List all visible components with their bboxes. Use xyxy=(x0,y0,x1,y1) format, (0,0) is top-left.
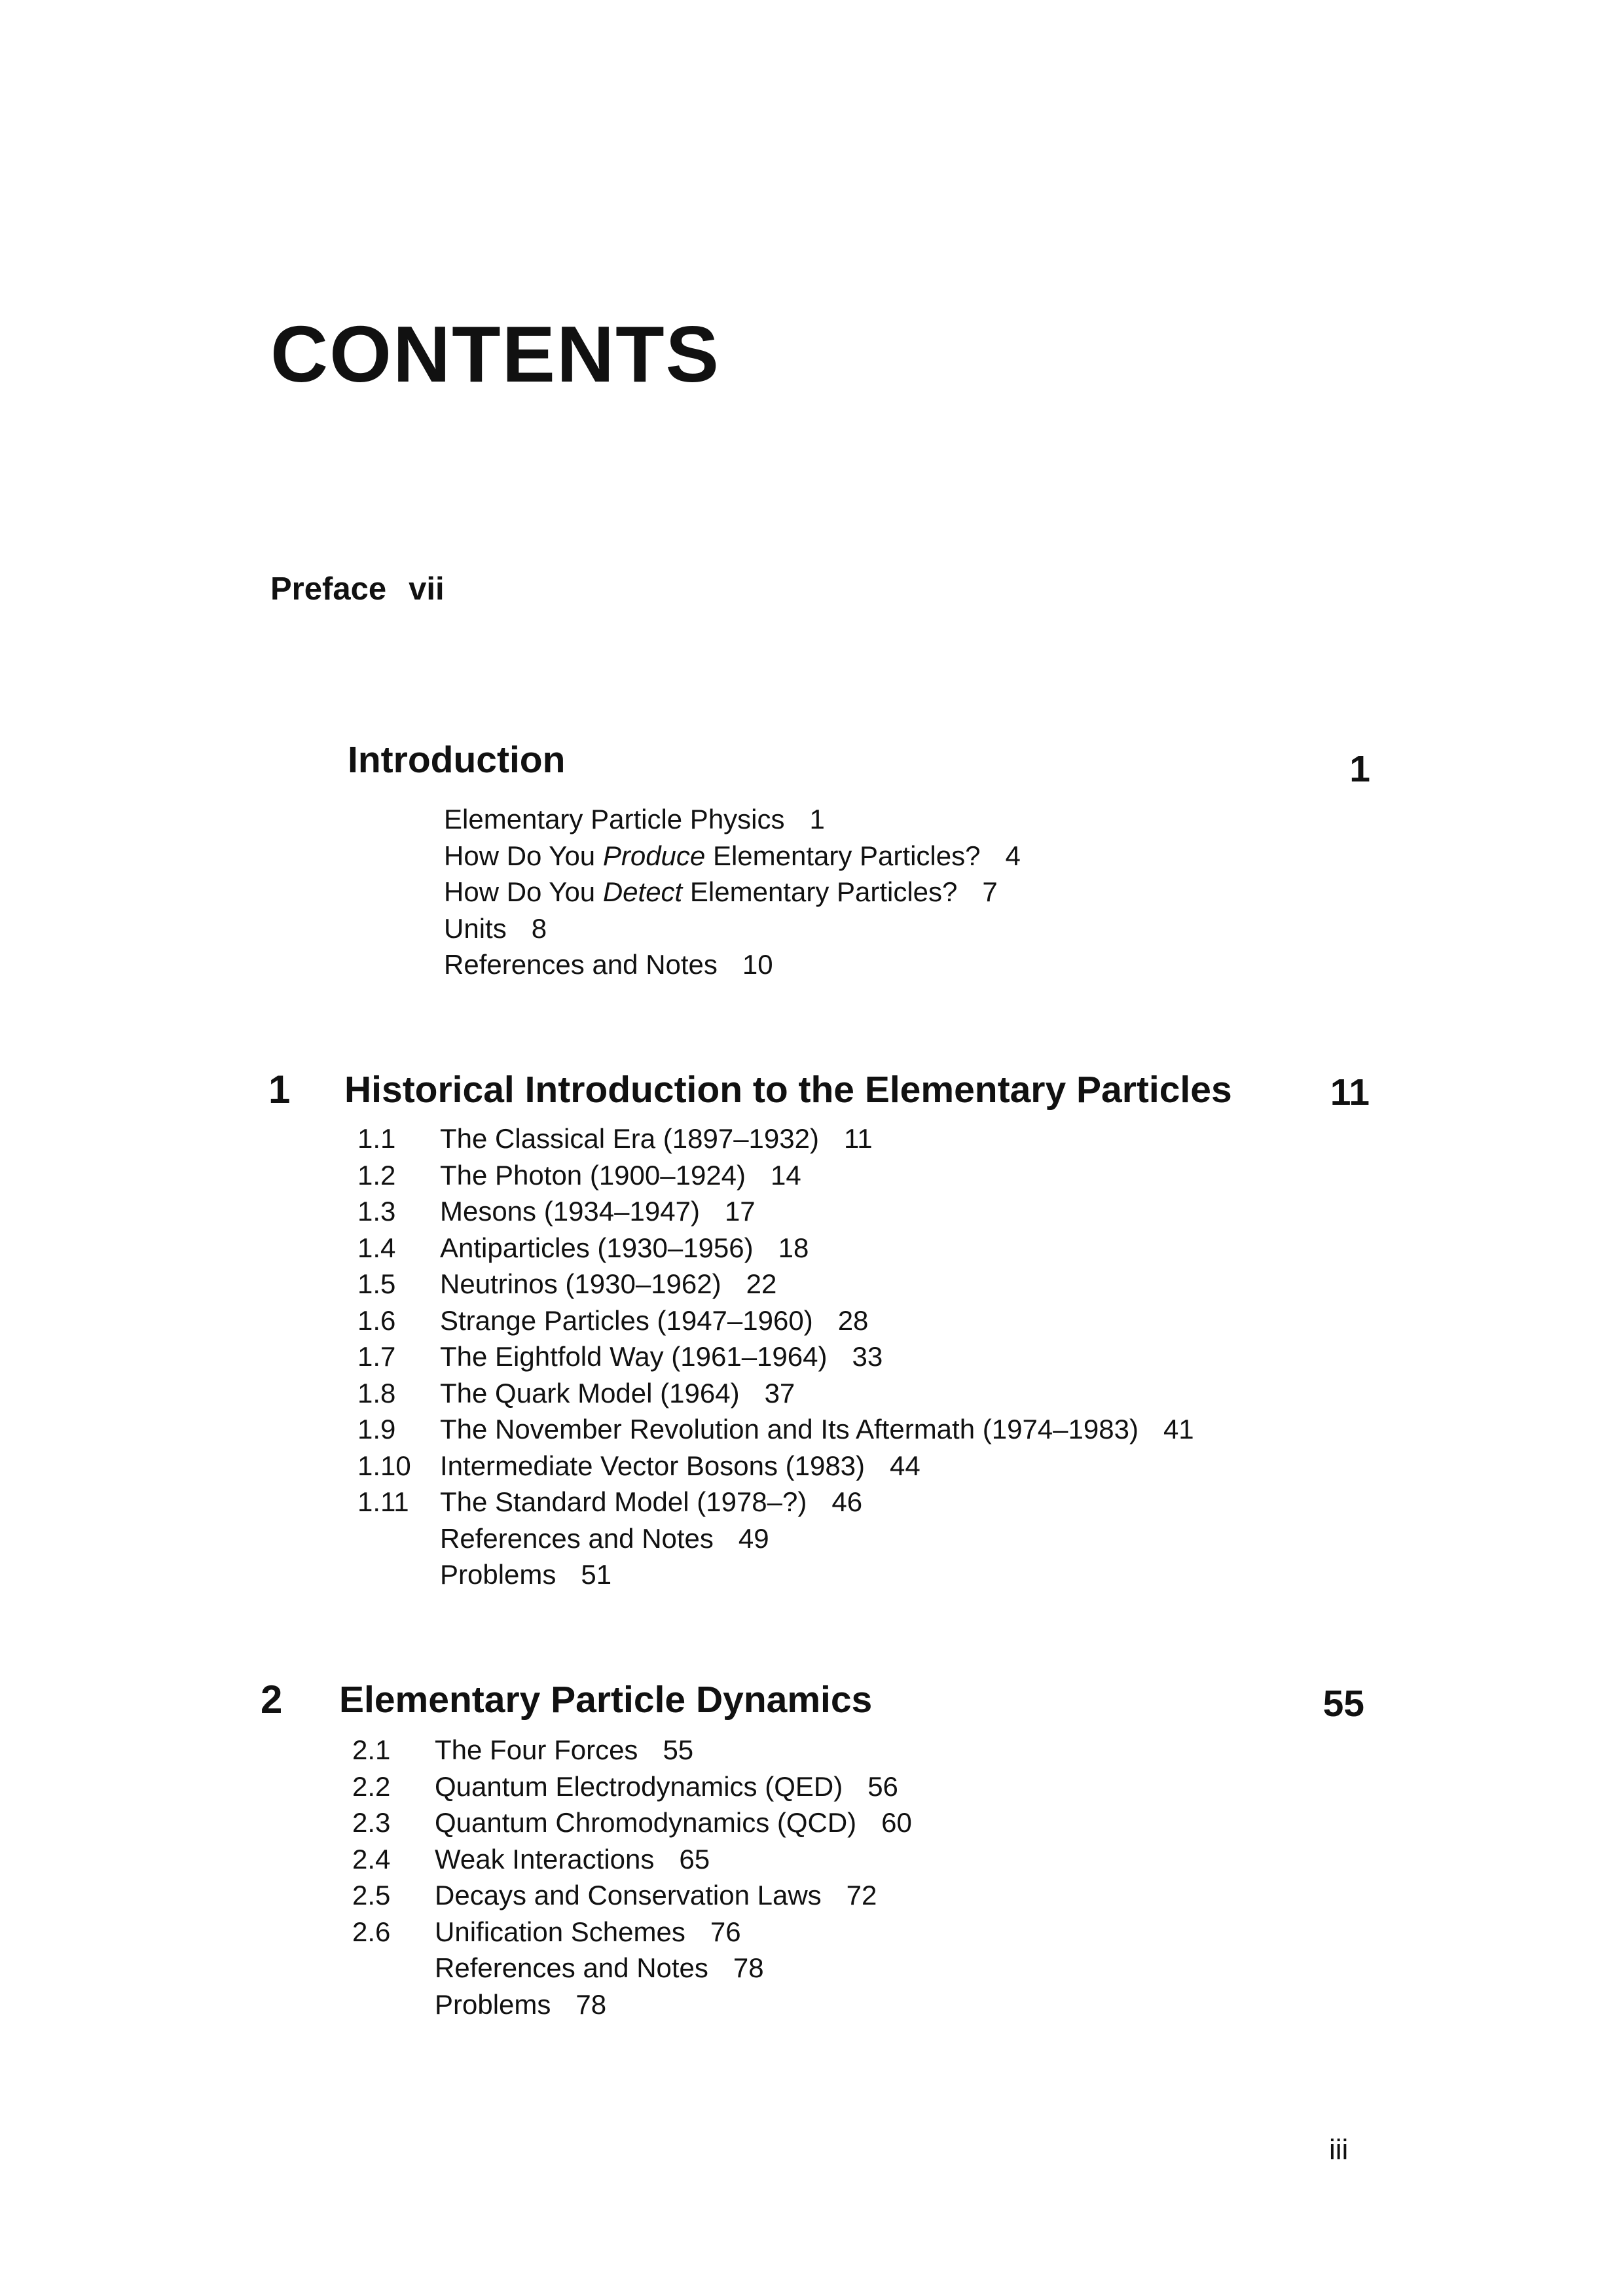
toc-entry-number: 2.3 xyxy=(352,1807,391,1838)
toc-entry-number: 1.11 xyxy=(357,1486,409,1517)
toc-entry-number: 1.6 xyxy=(357,1304,396,1336)
toc-entry-page: 10 xyxy=(742,949,773,980)
chapter-1-section xyxy=(0,1067,1623,1596)
toc-entry-title-text: Antiparticles (1930–1956) xyxy=(440,1232,754,1263)
toc-entry-title-text: The November Revolution and Its Aftermath (1974–1983) xyxy=(440,1414,1139,1444)
toc-entry-page: 14 xyxy=(771,1159,801,1191)
preface-label: Preface xyxy=(270,571,387,607)
preface-page: vii xyxy=(409,571,445,607)
toc-entry[interactable] xyxy=(0,1807,1623,1844)
toc-entry-number: 2.1 xyxy=(352,1734,391,1765)
toc-entry-title-part: How Do You xyxy=(444,840,603,871)
toc-entry-number: 2.4 xyxy=(352,1843,391,1874)
toc-entry[interactable] xyxy=(0,913,1623,950)
toc-entry-page: 78 xyxy=(575,1988,607,2020)
toc-entry-number: 1.8 xyxy=(357,1377,396,1408)
toc-entry-title xyxy=(440,1123,873,1155)
toc-entry-title-text: The Classical Era (1897–1932) xyxy=(440,1123,819,1154)
toc-entry-title-text: Neutrinos (1930–1962) xyxy=(440,1268,721,1299)
toc-entry-title xyxy=(444,876,998,908)
chapter-1-heading[interactable] xyxy=(0,1067,1623,1119)
toc-entry-title xyxy=(435,1880,877,1911)
toc-entry-number: 1.7 xyxy=(357,1341,396,1372)
toc-entry-title-text: The Quark Model (1964) xyxy=(440,1377,740,1408)
toc-entry-page: 22 xyxy=(746,1268,777,1299)
toc-entry-page: 51 xyxy=(581,1559,612,1590)
toc-entry-title-text: The Four Forces xyxy=(435,1734,638,1765)
toc-entry[interactable] xyxy=(0,1916,1623,1953)
toc-entry-title xyxy=(435,1734,693,1766)
toc-entry-title xyxy=(440,1450,921,1482)
toc-entry-title xyxy=(440,1486,862,1518)
chapter-2-section xyxy=(0,1677,1623,2025)
toc-entry[interactable] xyxy=(0,840,1623,877)
toc-entry-page: 18 xyxy=(778,1232,809,1263)
toc-entry-title xyxy=(435,1916,741,1948)
toc-entry-title xyxy=(440,1378,795,1409)
toc-entry-title xyxy=(440,1414,1194,1445)
toc-entry[interactable] xyxy=(0,949,1623,986)
toc-entry[interactable] xyxy=(0,1305,1623,1342)
chapter-2-title: Elementary Particle Dynamics xyxy=(339,1679,873,1721)
chapter-2-page: 55 xyxy=(1322,1683,1364,1725)
chapter-1-title: Historical Introduction to the Elementary Particles xyxy=(344,1069,1232,1111)
toc-entry-title xyxy=(440,1523,769,1554)
toc-entry-title-text: References and Notes xyxy=(435,1952,708,1983)
chapter-2-heading[interactable] xyxy=(0,1677,1623,1729)
toc-entry-title xyxy=(435,1844,710,1875)
toc-entry-title-text: Strange Particles (1947–1960) xyxy=(440,1304,813,1336)
toc-entry-title-text: Intermediate Vector Bosons (1983) xyxy=(440,1450,866,1481)
toc-entry[interactable] xyxy=(0,1734,1623,1771)
toc-entry-title xyxy=(435,1771,898,1803)
toc-entry-title xyxy=(435,1807,912,1839)
toc-entry-title-text: Unification Schemes xyxy=(435,1916,685,1947)
toc-entry-title xyxy=(440,1232,809,1264)
chapter-1-number: 1 xyxy=(268,1067,291,1111)
toc-entry-title xyxy=(440,1160,801,1191)
toc-entry-page: 8 xyxy=(531,912,547,944)
chapter-2-number: 2 xyxy=(261,1677,283,1721)
toc-entry-number: 1.1 xyxy=(357,1123,396,1154)
toc-entry[interactable] xyxy=(0,1989,1623,2026)
page-title: CONTENTS xyxy=(270,310,720,399)
toc-entry-page: 4 xyxy=(1005,840,1021,871)
toc-entry-number: 1.10 xyxy=(357,1450,411,1481)
toc-entry-title-text: References and Notes xyxy=(440,1522,714,1554)
toc-entry-title-text: The Photon (1900–1924) xyxy=(440,1159,746,1191)
toc-entry-number: 2.5 xyxy=(352,1880,391,1910)
toc-entry-title xyxy=(440,1341,883,1372)
toc-entry-page: 72 xyxy=(846,1880,877,1910)
toc-entry[interactable] xyxy=(0,1268,1623,1305)
toc-entry-number: 1.9 xyxy=(357,1414,396,1444)
toc-entry-title-text: Problems xyxy=(435,1988,551,2020)
toc-entry[interactable] xyxy=(0,1450,1623,1487)
toc-entry-title-part: References and Notes xyxy=(444,949,718,980)
toc-entry[interactable] xyxy=(0,1771,1623,1808)
toc-entry-title xyxy=(444,949,773,980)
toc-entry-title xyxy=(444,840,1021,872)
toc-entry-title-part: How Do You xyxy=(444,876,603,907)
toc-entry-title-part: Elementary Particles? xyxy=(705,840,981,871)
toc-entry-page: 33 xyxy=(852,1341,883,1372)
toc-entry-title-text: Weak Interactions xyxy=(435,1843,655,1874)
toc-entry[interactable] xyxy=(0,1414,1623,1450)
toc-entry-page: 60 xyxy=(881,1807,912,1838)
toc-entry[interactable] xyxy=(0,1378,1623,1414)
chapter-1-page: 11 xyxy=(1330,1071,1370,1113)
introduction-title: Introduction xyxy=(348,739,566,781)
toc-entry[interactable] xyxy=(0,1844,1623,1880)
toc-entry-page: 28 xyxy=(837,1304,869,1336)
toc-entry-title-part: Produce xyxy=(602,840,706,871)
toc-entry-page: 78 xyxy=(733,1952,764,1983)
toc-entry-title xyxy=(440,1196,756,1227)
toc-entry[interactable] xyxy=(0,1123,1623,1160)
toc-entry[interactable] xyxy=(0,876,1623,913)
toc-entry-number: 1.4 xyxy=(357,1232,396,1263)
toc-entry-title-part: Elementary Particle Physics xyxy=(444,804,785,834)
toc-entry-title-part: Elementary Particles? xyxy=(682,876,958,907)
introduction-entries xyxy=(0,804,1623,986)
toc-entry-title xyxy=(440,1268,776,1300)
toc-entry-number: 1.5 xyxy=(357,1268,396,1299)
toc-entry[interactable] xyxy=(0,1952,1623,1989)
toc-entry-page: 65 xyxy=(679,1843,710,1874)
toc-entry-page: 76 xyxy=(710,1916,741,1947)
toc-entry-page: 37 xyxy=(764,1377,795,1408)
toc-entry-title-text: Mesons (1934–1947) xyxy=(440,1196,700,1227)
toc-entry-title-part: Units xyxy=(444,912,507,944)
toc-entry[interactable] xyxy=(0,804,1623,840)
toc-entry-title xyxy=(444,804,825,835)
toc-entry-page: 56 xyxy=(867,1770,898,1802)
toc-entry-title-text: Quantum Chromodynamics (QCD) xyxy=(435,1807,857,1838)
toc-entry-page: 44 xyxy=(890,1450,921,1481)
chapter-1-entries xyxy=(0,1123,1623,1596)
toc-entry[interactable] xyxy=(0,1880,1623,1916)
toc-entry-title-text: Decays and Conservation Laws xyxy=(435,1880,822,1910)
introduction-section xyxy=(0,738,1623,986)
toc-entry[interactable] xyxy=(0,1232,1623,1269)
toc-entry-title xyxy=(435,1952,764,1984)
toc-entry-title xyxy=(444,913,547,944)
toc-entry-number: 1.2 xyxy=(357,1159,396,1191)
toc-entry-number: 2.2 xyxy=(352,1770,391,1802)
toc-entry[interactable] xyxy=(0,1341,1623,1378)
toc-entry[interactable] xyxy=(0,1160,1623,1196)
toc-entry[interactable] xyxy=(0,1486,1623,1523)
toc-entry[interactable] xyxy=(0,1523,1623,1560)
toc-entry-page: 46 xyxy=(831,1486,863,1517)
preface-entry[interactable] xyxy=(270,571,445,607)
introduction-heading[interactable] xyxy=(0,738,1623,791)
toc-entry-title xyxy=(435,1989,606,2020)
toc-entry-page: 49 xyxy=(738,1522,769,1554)
toc-entry-title xyxy=(440,1305,868,1336)
toc-entry-page: 1 xyxy=(809,804,825,834)
toc-entry-title-text: The Standard Model (1978–?) xyxy=(440,1486,807,1517)
toc-entry-page: 7 xyxy=(982,876,998,907)
toc-entry-number: 1.3 xyxy=(357,1196,396,1227)
toc-entry-title-text: Quantum Electrodynamics (QED) xyxy=(435,1770,843,1802)
toc-entry-title-part: Detect xyxy=(602,876,683,907)
toc-entry-number: 2.6 xyxy=(352,1916,391,1947)
toc-entry[interactable] xyxy=(0,1559,1623,1596)
toc-entry-title-text: Problems xyxy=(440,1559,556,1590)
toc-entry-title xyxy=(440,1559,611,1590)
introduction-page: 1 xyxy=(1349,748,1370,790)
toc-entry-page: 55 xyxy=(663,1734,694,1765)
page-number: iii xyxy=(1329,2134,1349,2166)
chapter-2-entries xyxy=(0,1734,1623,2025)
toc-entry-page: 41 xyxy=(1163,1414,1194,1444)
toc-entry-page: 17 xyxy=(724,1196,756,1227)
toc-entry[interactable] xyxy=(0,1196,1623,1232)
toc-entry-page: 11 xyxy=(843,1123,873,1154)
toc-entry-title-text: The Eightfold Way (1961–1964) xyxy=(440,1341,828,1372)
